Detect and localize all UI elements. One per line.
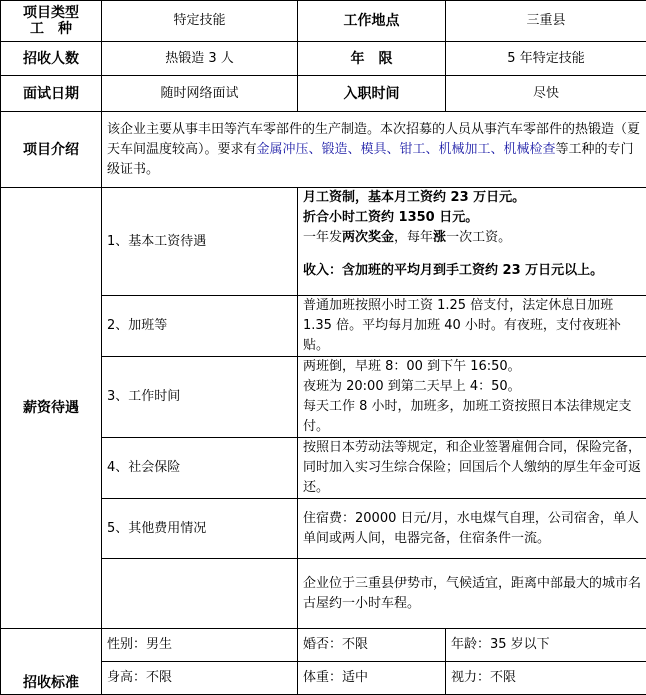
work-location-value: 三重县 [446,1,646,42]
project-type-value: 特定技能 [102,1,298,42]
term-value: 5 年特定技能 [446,42,646,76]
interview-date-value: 随时网络面试 [102,76,298,112]
start-time-value: 尽快 [446,76,646,112]
project-type-label: 项目类型 工 种 [1,1,102,42]
project-intro-text [102,112,646,188]
salary-item-title: 1、基本工资待遇 [102,188,298,296]
salary-item-title: 2、加班等 [102,296,298,357]
start-time-label: 入职时间 [298,76,446,112]
intro-text-b: 等工种的专门级证书。 [107,142,634,177]
social-insurance-detail: 按照日本劳动法等规定，和企业签署雇佣合同，保险完备，同时加入实习生综合保险；回国后个人缴纳的厚生年金可返还。 [298,438,646,499]
salary-item-title [102,559,298,629]
project-intro-label: 项目介绍 [1,112,102,188]
basic-line-1: 月工资制，基本月工资约 23 万日元。 [303,188,641,208]
work-location-label: 工作地点 [298,1,446,42]
company-location-detail: 企业位于三重县伊势市，气候适宜，距离中部最大的城市名古屋约一小时车程。 [298,559,646,629]
marriage-requirement: 婚否：不限 [298,629,446,662]
work-hours-detail: 两班倒，早班 8：00 到下午 16:50。 夜班为 20:00 到第二天早上 4：50。 每天工作 8 小时，加班多，加班工资按照日本法律规定支付。 [298,357,646,438]
salary-basic-detail [298,188,646,296]
weight-requirement: 体重：适中 [298,662,446,695]
term-label: 年 限 [298,42,446,76]
recruit-count-label: 招收人数 [1,42,102,76]
basic-line-3: 一年发两次奖金，每年涨一次工资。 [303,228,641,248]
height-requirement: 身高：不限 [102,662,298,695]
other-fees-detail: 住宿费：20000 日元/月，水电煤气自理，公司宿舍，单人单间或两人间，电器完备，住宿条件一流。 [298,499,646,559]
vision-requirement: 视力：不限 [446,662,646,695]
basic-income: 收入：含加班的平均月到手工资约 23 万日元以上。 [303,261,641,281]
interview-date-label: 面试日期 [1,76,102,112]
salary-label: 薪资待遇 [1,188,102,629]
intro-certificates: 金属冲压、锻造、模具、钳工、机械加工、机械检查 [257,142,556,157]
age-requirement: 年龄：35 岁以下 [446,629,646,662]
salary-item-title: 4、社会保险 [102,438,298,499]
overtime-detail: 普通加班按照小时工资 1.25 倍支付，法定休息日加班 1.35 倍。平均每月加班 40 小时。有夜班，支付夜班补贴。 [298,296,646,357]
gender-requirement: 性别：男生 [102,629,298,662]
salary-item-title: 5、其他费用情况 [102,499,298,559]
basic-line-2: 折合小时工资约 1350 日元。 [303,208,641,228]
recruit-count-value: 热锻造 3 人 [102,42,298,76]
recruit-standard-label: 招收标准 [1,629,102,695]
intro-text-a: 该企业主要从事丰田等汽车零部件的生产制造。本次招募的人员从事汽车零部件的热锻造（夏天车间温度较高）。要求有 [107,122,640,157]
salary-item-title: 3、工作时间 [102,357,298,438]
